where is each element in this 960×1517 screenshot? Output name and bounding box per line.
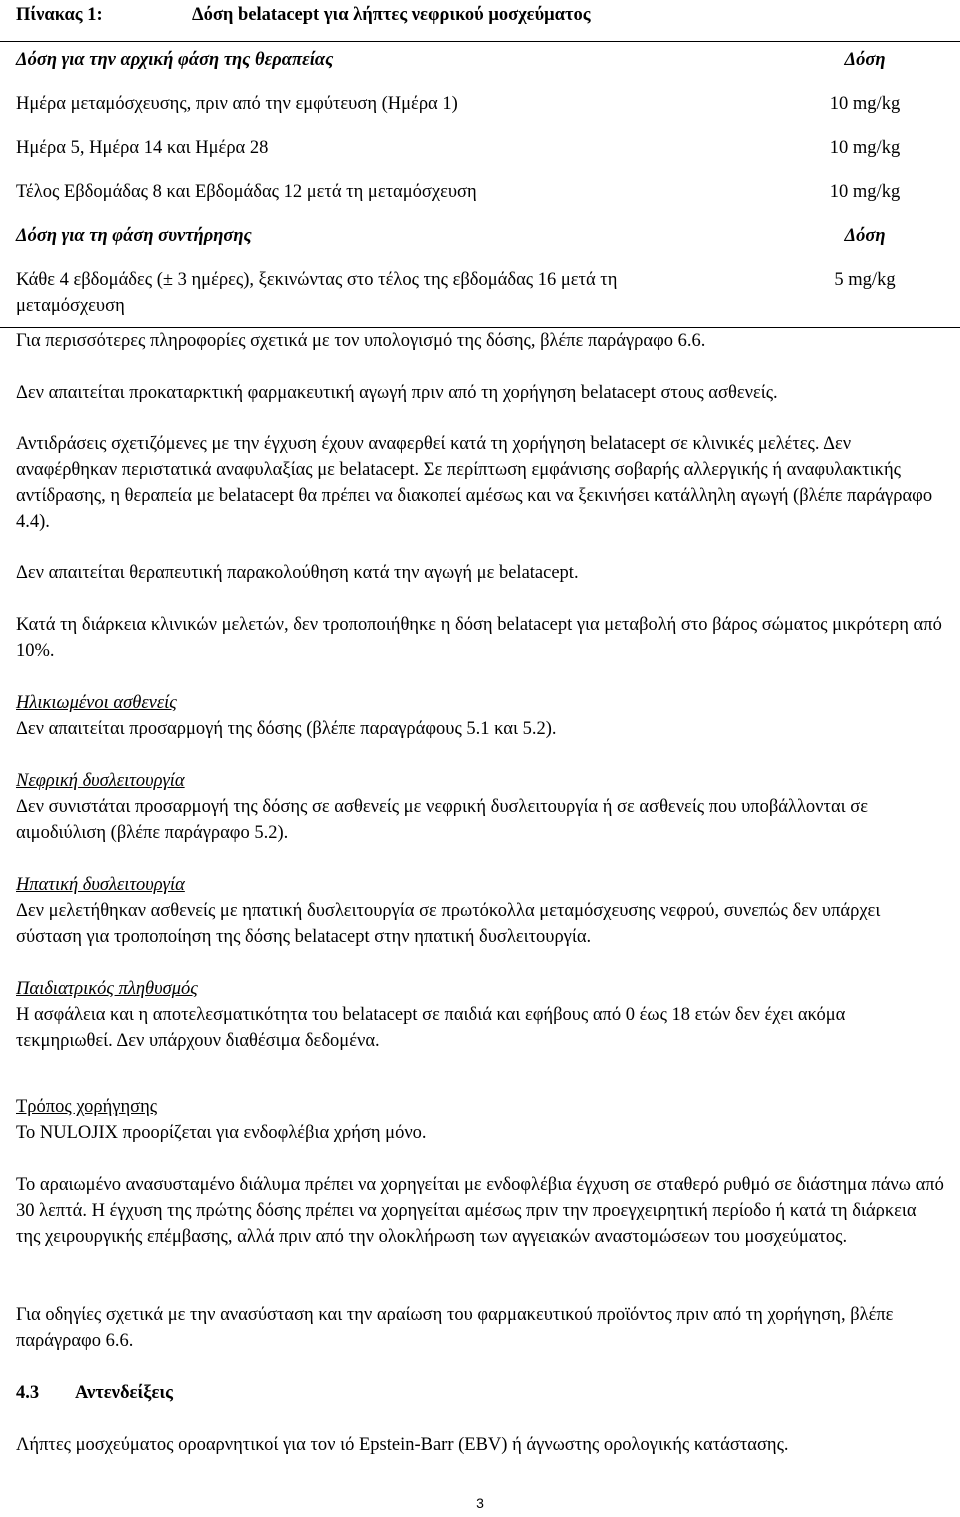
paragraph-premedication: Δεν απαιτείται προκαταρκτική φαρμακευτική αγωγή πριν από τη χορήγηση belatacept στους ασθενείς. xyxy=(16,383,778,403)
section-pediatric xyxy=(16,976,944,1054)
section-hepatic xyxy=(16,872,944,950)
section-text: Δεν απαιτείται προσαρμογή της δόσης (βλέπε παραγράφους 5.1 και 5.2). xyxy=(16,719,557,739)
table-header-initial xyxy=(0,42,960,87)
table-label: Πίνακας 1: xyxy=(16,5,103,25)
paragraph-dose-calculation: Για περισσότερες πληροφορίες σχετικά με τον υπολογισμό της δόσης, βλέπε παράγραφο 6.6. xyxy=(16,331,706,351)
paragraph-infusion-method: Το αραιωμένο ανασυσταμένο διάλυμα πρέπει να χορηγείται με ενδοφλέβια έγχυση σε σταθερό ρυθμό σε διάστημα πάνω από 30 λεπτά. Η έγχυση της πρώτης δόσης πρέπει να χορηγείται αμέσως πριν την προεγχειρητική περίοδο ή κατά τη διάρκεια της χειρουργικής επέμβασης, αλλά πριν από την ολοκλήρωση των αγγειακών αναστομώσεων του μοσχεύματος. xyxy=(16,1175,944,1247)
table-row xyxy=(0,130,960,174)
row-label: Κάθε 4 εβδομάδες (± 3 ημέρες), ξεκινώντας στο τέλος της εβδομάδας 16 μετά τη μεταμόσχευση xyxy=(0,262,770,328)
section-title: Αντενδείξεις xyxy=(75,1383,173,1403)
row-dose: 10 mg/kg xyxy=(829,138,901,158)
paragraph-body-weight: Κατά τη διάρκεια κλινικών μελετών, δεν τροποποιήθηκε η δόση belatacept για μεταβολή στο βάρος σώματος μικρότερη από 10%. xyxy=(16,615,942,661)
section-heading: Νεφρική δυσλειτουργία xyxy=(16,771,185,791)
row-label: Ημέρα 5, Ημέρα 14 και Ημέρα 28 xyxy=(16,138,269,158)
table-title: Δόση belatacept για λήπτες νεφρικού μοσχεύματος xyxy=(192,5,591,25)
section-heading: Ηλικιωμένοι ασθενείς xyxy=(16,693,177,713)
table-row xyxy=(0,174,960,218)
maintenance-phase-header: Δόση για τη φάση συντήρησης xyxy=(16,226,252,246)
row-dose: 5 mg/kg xyxy=(770,262,960,328)
section-text: Δεν μελετήθηκαν ασθενείς με ηπατική δυσλειτουργία σε πρωτόκολλα μεταμόσχευσης νεφρού, συνεπώς δεν υπάρχει σύσταση για τροποποίηση της δόσης belatacept στην ηπατική δυσλειτουργία. xyxy=(16,901,881,947)
row-label: Τέλος Εβδομάδας 8 και Εβδομάδας 12 μετά τη μεταμόσχευση xyxy=(16,182,477,202)
row-dose: 10 mg/kg xyxy=(829,94,901,114)
paragraph-contraindications: Λήπτες μοσχεύματος οροαρνητικοί για τον ιό Epstein-Barr (EBV) ή άγνωστης ορολογικής κατάστασης. xyxy=(16,1435,789,1455)
paragraph-reconstitution: Για οδηγίες σχετικά με την ανασύσταση και την αραίωση του φαρμακευτικού προϊόντος πριν από τη χορήγηση, βλέπε παράγραφο 6.6. xyxy=(16,1305,894,1351)
dose-column-header: Δόση xyxy=(770,42,960,87)
table-header-maintenance xyxy=(0,218,960,262)
row-dose: 10 mg/kg xyxy=(829,182,901,202)
table-row xyxy=(0,262,960,328)
section-text: Το NULOJIX προορίζεται για ενδοφλέβια χρήση μόνο. xyxy=(16,1123,427,1143)
section-text: Δεν συνιστάται προσαρμογή της δόσης σε ασθενείς με νεφρική δυσλειτουργία ή σε ασθενείς που υποβάλλονται σε αιμοδιύλιση (βλέπε παράγραφο 5.2). xyxy=(16,797,869,843)
dose-table xyxy=(0,41,960,328)
section-heading: Τρόπος χορήγησης xyxy=(16,1097,158,1117)
initial-phase-header: Δόση για την αρχική φάση της θεραπείας xyxy=(0,42,770,87)
dose-column-header: Δόση xyxy=(844,226,886,246)
section-renal xyxy=(16,768,944,846)
paragraph-monitoring: Δεν απαιτείται θεραπευτική παρακολούθηση κατά την αγωγή με belatacept. xyxy=(16,563,579,583)
section-heading: Ηπατική δυσλειτουργία xyxy=(16,875,185,895)
section-elderly xyxy=(16,690,944,742)
section-number: 4.3 xyxy=(16,1383,40,1403)
page-number: 3 xyxy=(476,1495,484,1511)
section-heading: Παιδιατρικός πληθυσμός xyxy=(16,979,198,999)
table-row xyxy=(0,86,960,130)
section-administration xyxy=(16,1094,944,1146)
paragraph-infusion-reactions: Αντιδράσεις σχετιζόμενες με την έγχυση έχουν αναφερθεί κατά τη χορήγηση belatacept σε κλινικές μελέτες. Δεν αναφέρθηκαν περιστατικά αναφυλαξίας με belatacept. Σε περίπτωση εμφάνισης σοβαρής αλλεργικής ή αναφυλακτικής αντίδρασης, η θεραπεία με belatacept θα πρέπει να διακοπεί αμέσως και να ξεκινήσει κατάλληλη αγωγή (βλέπε παράγραφο 4.4). xyxy=(16,434,933,532)
section-text: Η ασφάλεια και η αποτελεσματικότητα του belatacept σε παιδιά και εφήβους από 0 έως 18 ετών δεν έχει ακόμα τεκμηριωθεί. Δεν υπάρχουν διαθέσιμα δεδομένα. xyxy=(16,1005,846,1051)
row-label: Ημέρα μεταμόσχευσης, πριν από την εμφύτευση (Ημέρα 1) xyxy=(16,94,458,114)
